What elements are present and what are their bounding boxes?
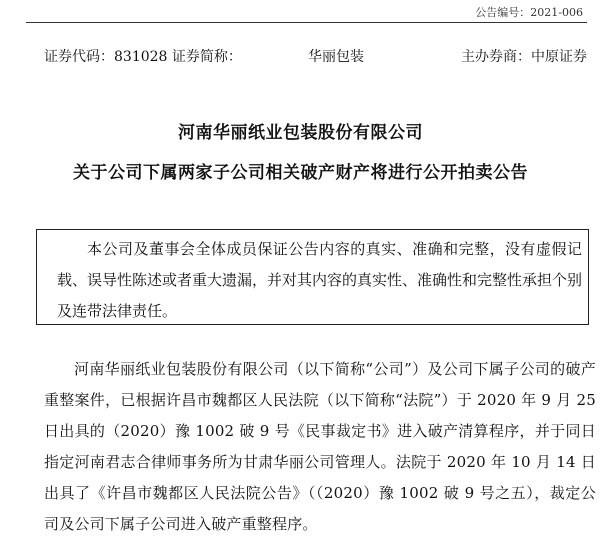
- company-title: 河南华丽纸业包装股份有限公司: [178, 123, 423, 143]
- notice-number: 公告编号：2021-006: [475, 6, 583, 19]
- securities-code: 证券代码：831028 证券简称：: [44, 49, 242, 65]
- responsibility-statement-box: 本公司及董事会全体成员保证公告内容的真实、准确和完整，没有虚假记载、误导性陈述或者重大遗漏，并对其内容的真实性、准确性和完整性承担个别及连带法律责任。: [36, 229, 589, 325]
- body-paragraph: 河南华丽纸业包装股份有限公司（以下简称“公司”）及公司下属子公司的破产重整案件，已根据许昌市魏都区人民法院（以下简称“法院”）于 2020 年 9 月 25 日出具的（2020）豫 1002 破 9 号《民事裁定书》进入破产清算程序，并于同日指定河南君志合律师事务所为甘肃华丽公司管理人。法院于 2020 年 10 月 14 日出具了《许昌市魏都区人民法院公告》（（2020）豫 1002 破 9 号之五），裁定公司及公司下属子公司进入破产重整程序。: [44, 360, 596, 533]
- securities-short-name: 华丽包装: [308, 49, 364, 65]
- sponsor-broker: 主办券商：中原证券: [461, 49, 587, 65]
- securities-info-line: [44, 46, 587, 66]
- header-divider: [26, 22, 587, 23]
- announcement-title: 关于公司下属两家子公司相关破产财产将进行公开拍卖公告: [73, 163, 528, 183]
